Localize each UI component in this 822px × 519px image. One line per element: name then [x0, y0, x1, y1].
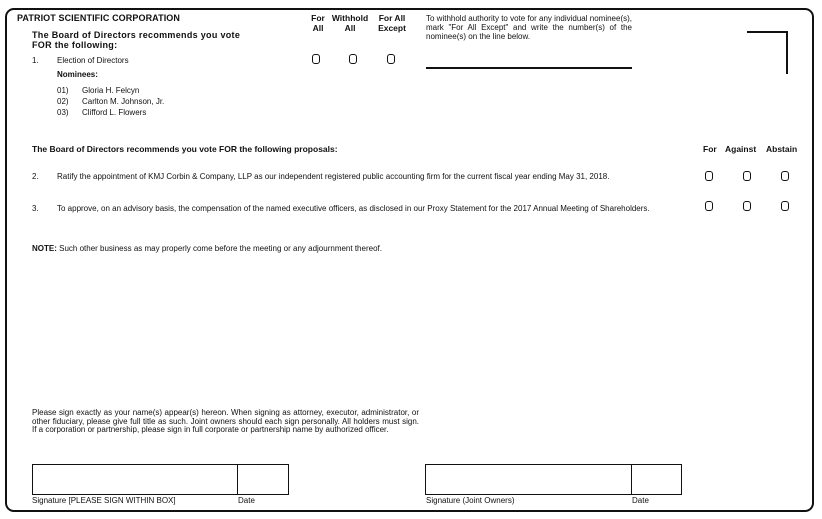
header-withhold-line1: Withhold	[331, 13, 369, 23]
header-except-line1: For All	[378, 13, 406, 23]
header-for-all-line2: All	[312, 22, 324, 33]
proposal-2-number: 2.	[32, 172, 39, 181]
note	[32, 244, 382, 253]
corner-registration-mark	[747, 31, 788, 74]
header-for: For	[703, 144, 717, 154]
signature-label: Signature [PLEASE SIGN WITHIN BOX]	[32, 496, 176, 505]
nominee-number-write-line[interactable]	[426, 67, 632, 69]
proposal-2-abstain-checkbox[interactable]	[781, 171, 789, 181]
header-abstain: Abstain	[766, 144, 798, 154]
note-text: Such other business as may properly come before the meeting or any adjournment thereof.	[56, 244, 382, 253]
proxy-card	[5, 8, 814, 512]
recommend-line-1: The Board of Directors recommends you vote	[32, 30, 241, 40]
nominee-number: 03)	[57, 108, 69, 117]
proposal-3-against-checkbox[interactable]	[743, 201, 751, 211]
proposal-2-against-checkbox[interactable]	[743, 171, 751, 181]
election-number: 1.	[32, 56, 39, 65]
proposal-2-text: Ratify the appointment of KMJ Corbin & Company, LLP as our independent registered public accounting firm for the current fiscal year ending May 31, 2018.	[57, 172, 610, 181]
election-title: Election of Directors	[57, 56, 129, 65]
nominee-item	[57, 86, 139, 95]
nominee-name: Gloria H. Felcyn	[82, 86, 140, 95]
header-withhold-all	[329, 14, 371, 33]
joint-signature-label: Signature (Joint Owners)	[426, 496, 515, 505]
proposal-3-for-checkbox[interactable]	[705, 201, 713, 211]
header-for-all-except	[373, 14, 411, 33]
for-all-checkbox[interactable]	[312, 54, 320, 64]
nominees-label: Nominees:	[57, 70, 98, 79]
header-against: Against	[725, 144, 757, 154]
withhold-all-checkbox[interactable]	[349, 54, 357, 64]
proposal-3-number: 3.	[32, 204, 39, 213]
proposal-3-abstain-checkbox[interactable]	[781, 201, 789, 211]
header-for-all-line1: For	[311, 13, 325, 23]
joint-date-box[interactable]	[631, 464, 682, 495]
nominee-name: Clifford L. Flowers	[82, 108, 147, 117]
nominee-item	[57, 97, 164, 106]
proposal-2-for-checkbox[interactable]	[705, 171, 713, 181]
joint-date-label: Date	[632, 496, 649, 505]
signing-instructions: Please sign exactly as your name(s) appear(s) hereon. When signing as attorney, executor, administrator, or other fiduciary, please give full title as such. Joint owners should each sign personally. All holders must sign. If a corporation or partnership, please sign in full corporate or partnership name by authorized officer.	[32, 408, 419, 434]
header-withhold-line2: All	[344, 22, 356, 33]
header-except-line2: Except	[378, 22, 406, 33]
nominee-number: 01)	[57, 86, 69, 95]
withhold-instructions: To withhold authority to vote for any individual nominee(s), mark "For All Except" and write the number(s) of the nominee(s) on the line below.	[426, 14, 632, 41]
signature-box[interactable]	[32, 464, 238, 495]
for-all-except-checkbox[interactable]	[387, 54, 395, 64]
date-box[interactable]	[237, 464, 289, 495]
proposal-3-text: To approve, on an advisory basis, the compensation of the named executive officers, as disclosed in our Proxy Statement for the 2017 Annual Meeting of Shareholders.	[57, 204, 650, 213]
company-name: PATRIOT SCIENTIFIC CORPORATION	[17, 13, 180, 23]
nominee-number: 02)	[57, 97, 69, 106]
nominee-item	[57, 108, 146, 117]
joint-signature-box[interactable]	[425, 464, 632, 495]
board-recommendation-directors	[32, 30, 302, 50]
note-label: NOTE:	[32, 244, 57, 253]
proposals-header: The Board of Directors recommends you vote FOR the following proposals:	[32, 144, 338, 154]
date-label: Date	[238, 496, 255, 505]
nominee-name: Carlton M. Johnson, Jr.	[82, 97, 165, 106]
recommend-line-2: FOR the following:	[32, 40, 118, 50]
